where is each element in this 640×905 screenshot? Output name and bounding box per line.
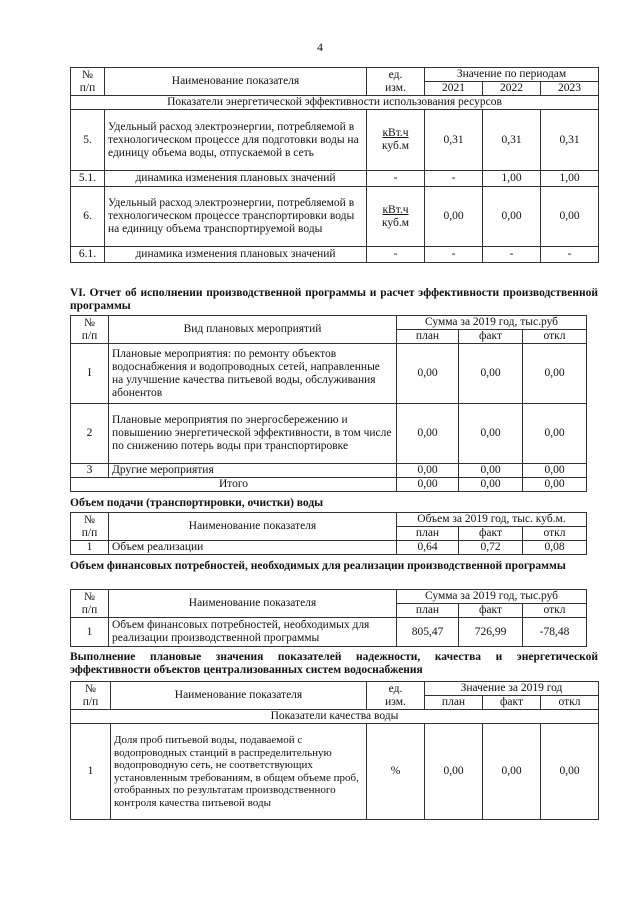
row-dev: 0,08 (523, 541, 587, 555)
row-dev: 0,00 (523, 404, 587, 464)
row-num: 6.1. (71, 247, 105, 263)
row-plan: 805,47 (397, 618, 459, 647)
row-num: I (71, 344, 109, 404)
section-title: Показатели энергетической эффективности использования ресурсов (71, 96, 599, 110)
row-unit: % (367, 724, 425, 820)
section-title: Показатели качества воды (71, 710, 599, 724)
col-name-header: Вид плановых мероприятий (109, 316, 397, 344)
col-num-header: № п/п (71, 682, 111, 710)
table-row (71, 344, 587, 404)
col-sum-header: Объем за 2019 год, тыс. куб.м. (397, 513, 587, 527)
energy-efficiency-table (70, 67, 599, 263)
row-name: Плановые мероприятия: по ремонту объектов водоснабжения и водопроводных сетей, направленные на улучшение качества питьевой воды, обслуживания абонентов (109, 344, 397, 404)
total-label: Итого (71, 478, 397, 492)
row-value: - (425, 171, 483, 187)
col-name-header: Наименование показателя (111, 682, 367, 710)
col-num-header: № п/п (71, 316, 109, 344)
table-row (71, 187, 599, 247)
sub-col-plan: план (425, 696, 483, 710)
year-header: 2021 (425, 82, 483, 96)
volume-table (70, 512, 587, 555)
row-unit: - (367, 247, 425, 263)
row-fact: 0,00 (459, 344, 523, 404)
col-name-header: Наименование показателя (109, 513, 397, 541)
row-fact: 0,00 (459, 464, 523, 478)
col-sum-header: Сумма за 2019 год, тыс.руб (397, 590, 587, 604)
row-num: 1 (71, 618, 109, 647)
total-row (71, 478, 587, 492)
table-row (71, 404, 587, 464)
col-sum-header: Сумма за 2019 год, тыс.руб (397, 316, 587, 330)
section-heading: VI. Отчет об исполнении производственной программы и расчет эффективности производственной программы (70, 287, 598, 312)
quality-table (70, 681, 599, 820)
row-plan: 0,64 (397, 541, 459, 555)
total-plan: 0,00 (397, 478, 459, 492)
row-value: 0,31 (483, 110, 541, 171)
unit-denominator: куб.м (381, 140, 410, 152)
row-num: 1 (71, 724, 111, 820)
row-num: 6. (71, 187, 105, 247)
row-value: - (541, 247, 599, 263)
table-row (71, 247, 599, 263)
sub-col-fact: факт (459, 330, 523, 344)
row-dev: 0,00 (523, 344, 587, 404)
row-plan: 0,00 (397, 344, 459, 404)
col-values-header: Значение за 2019 год (425, 682, 599, 696)
table-row (71, 724, 599, 820)
row-fact: 726,99 (459, 618, 523, 647)
row-name: Объем финансовых потребностей, необходимых для реализации производственной программы (109, 618, 397, 647)
col-num-header: № п/п (71, 590, 109, 618)
table-row (71, 541, 587, 555)
sub-col-fact: факт (459, 604, 523, 618)
section-heading: Объем финансовых потребностей, необходимых для реализации производственной программы (70, 560, 566, 572)
col-unit-header: ед. изм. (367, 682, 425, 710)
row-name: динамика изменения плановых значений (105, 247, 367, 263)
row-value: 1,00 (541, 171, 599, 187)
row-plan: 0,00 (397, 404, 459, 464)
row-num: 5.1. (71, 171, 105, 187)
row-value: - (483, 247, 541, 263)
table-row (71, 171, 599, 187)
total-dev: 0,00 (523, 478, 587, 492)
section-heading: Объем подачи (транспортировки, очистки) воды (70, 497, 324, 509)
row-value: - (425, 247, 483, 263)
row-name: Другие мероприятия (109, 464, 397, 478)
row-num: 3 (71, 464, 109, 478)
year-header: 2022 (483, 82, 541, 96)
row-name: Доля проб питьевой воды, подаваемой с водопроводных станций в распределительную водопроводную сеть, не соответствующих установленным требованиям, в общем объеме проб, отобранных по результатам производственного контроля качества питьевой воды (111, 724, 367, 820)
row-plan: 0,00 (397, 464, 459, 478)
row-name: Удельный расход электроэнергии, потребляемой в технологическом процессе для подготовки воды на единицу объема воды, отпускаемой в сеть (105, 110, 367, 171)
sub-col-dev: откл (523, 330, 587, 344)
sub-col-dev: откл (541, 696, 599, 710)
sub-col-dev: откл (523, 604, 587, 618)
row-num: 1 (71, 541, 109, 555)
row-unit (367, 187, 425, 247)
planned-measures-table (70, 315, 587, 492)
year-header: 2023 (541, 82, 599, 96)
row-unit: - (367, 171, 425, 187)
section-heading: Выполнение плановые значения показателей надежности, качества и энергетической эффективности объектов централизованных систем водоснабжения (70, 651, 598, 676)
sub-col-plan: план (397, 527, 459, 541)
row-value: 0,00 (483, 187, 541, 247)
table-row (71, 618, 587, 647)
row-fact: 0,00 (459, 404, 523, 464)
unit-numerator: кВт.ч (382, 203, 409, 216)
row-dev: 0,00 (541, 724, 599, 820)
col-name-header: Наименование показателя (109, 590, 397, 618)
row-dev: 0,00 (523, 464, 587, 478)
sub-col-fact: факт (459, 527, 523, 541)
unit-denominator: куб.м (381, 216, 410, 229)
row-plan: 0,00 (425, 724, 483, 820)
sub-col-plan: план (397, 330, 459, 344)
row-fact: 0,00 (483, 724, 541, 820)
table-row (71, 464, 587, 478)
unit-numerator: кВт.ч (382, 127, 409, 139)
row-value: 1,00 (483, 171, 541, 187)
row-fact: 0,72 (459, 541, 523, 555)
col-values-header: Значение по периодам (425, 68, 599, 82)
total-fact: 0,00 (459, 478, 523, 492)
row-name: динамика изменения плановых значений (105, 171, 367, 187)
row-name: Удельный расход электроэнергии, потребляемой в технологическом процессе транспортировки воды на единицу объема транспортируемой воды (105, 187, 367, 247)
row-unit (367, 110, 425, 171)
row-num: 5. (71, 110, 105, 171)
col-num-header: № п/п (71, 68, 105, 96)
sub-col-dev: откл (523, 527, 587, 541)
row-name: Объем реализации (109, 541, 397, 555)
sub-col-plan: план (397, 604, 459, 618)
finance-table (70, 589, 587, 647)
row-value: 0,31 (541, 110, 599, 171)
col-name-header: Наименование показателя (105, 68, 367, 96)
sub-col-fact: факт (483, 696, 541, 710)
page-number: 4 (317, 40, 323, 54)
row-value: 0,00 (425, 187, 483, 247)
row-name: Плановые мероприятия по энергосбережению и повышению энергетической эффективности, в том числе по снижению потерь воды при транспортировке (109, 404, 397, 464)
row-dev: -78,48 (523, 618, 587, 647)
row-value: 0,00 (541, 187, 599, 247)
col-unit-header: ед. изм. (367, 68, 425, 96)
row-num: 2 (71, 404, 109, 464)
col-num-header: № п/п (71, 513, 109, 541)
row-value: 0,31 (425, 110, 483, 171)
table-row (71, 110, 599, 171)
